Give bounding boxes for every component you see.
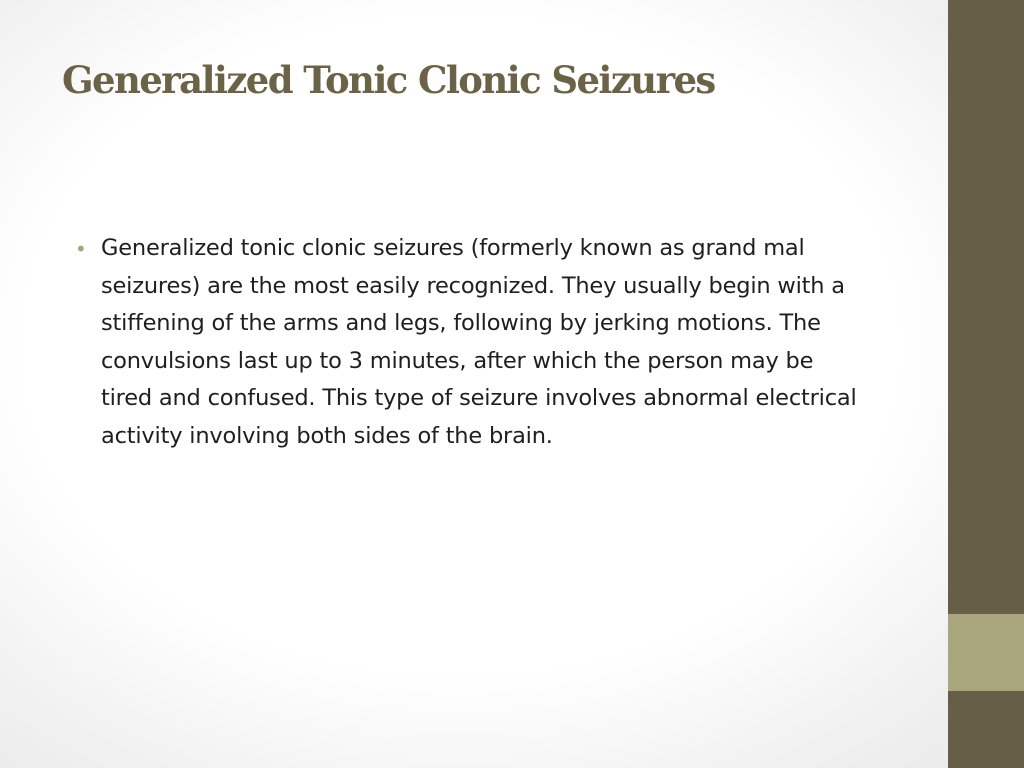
slide-title: Generalized Tonic Clonic Seizures xyxy=(62,58,715,102)
side-accent-block xyxy=(948,614,1024,691)
bullet-text: Generalized tonic clonic seizures (formerly known as grand mal seizures) are the most easily recognized. They usually begin with a stiffening of the arms and legs, following by jerking motions. The convulsions last up to 3 minutes, after which the person may be tired and confused. This type of seizure involves abnormal electrical activity involving both sides of the brain. xyxy=(101,235,857,449)
bullet-list xyxy=(75,230,865,455)
bullet-item xyxy=(75,230,865,455)
bullet-icon: • xyxy=(75,237,87,261)
